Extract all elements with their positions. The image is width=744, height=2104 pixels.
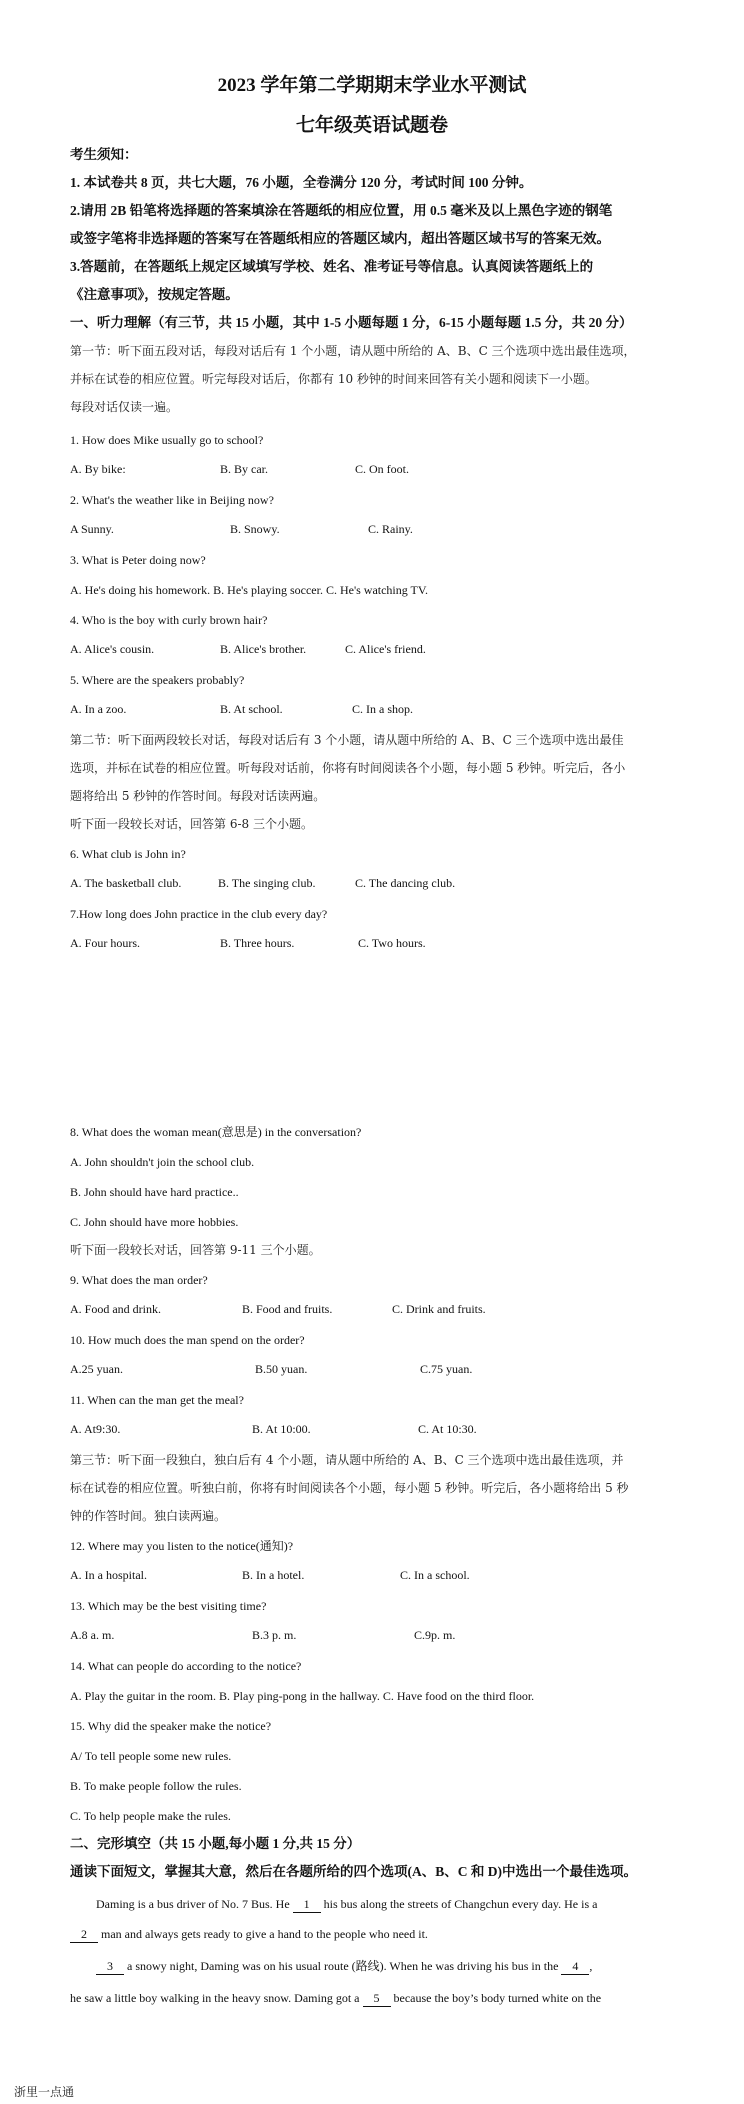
q11-option-c: C. At 10:30. (418, 1422, 477, 1436)
section3-instr-c: 钟的作答时间。独白读两遍。 (70, 1509, 227, 1523)
q8-option-c: C. John should have more hobbies. (70, 1215, 239, 1229)
q6-option-b: B. The singing club. (218, 876, 316, 890)
question-15: 15. Why did the speaker make the notice? (70, 1719, 272, 1733)
q3-options: A. He's doing his homework. B. He's playing soccer. C. He's watching TV. (70, 583, 429, 597)
q11-option-a: A. At9:30. (70, 1422, 121, 1436)
q14-options: A. Play the guitar in the room. B. Play ping-pong in the hallway. C. Have food on the third floor. (70, 1689, 535, 1703)
section3-instr-a: 第三节：听下面一段独白，独白后有 4 个小题，请从题中所给的 A、B、C 三个选项中选出最佳选项，并 (70, 1453, 624, 1467)
cloze-text: he saw a little boy walking in the heavy snow. Daming got a (70, 1991, 363, 2005)
q13-option-a: A.8 a. m. (70, 1628, 115, 1642)
cloze-blank-1[interactable]: 1 (293, 1896, 321, 1913)
q7-option-b: B. Three hours. (220, 936, 295, 950)
section2-instr-c: 题将给出 5 秒钟的作答时间。每段对话读两遍。 (70, 789, 326, 803)
cloze-text: , (589, 1959, 593, 1973)
q8-option-b: B. John should have hard practice.. (70, 1185, 239, 1199)
q15-option-b: B. To make people follow the rules. (70, 1779, 242, 1793)
question-10: 10. How much does the man spend on the order? (70, 1333, 305, 1347)
cloze-text: because the boy’s body turned white on the (390, 1991, 602, 2005)
q7-option-a: A. Four hours. (70, 936, 141, 950)
q8-option-a: A. John shouldn't join the school club. (70, 1155, 255, 1169)
q10-option-b: B.50 yuan. (255, 1362, 308, 1376)
question-12: 12. Where may you listen to the notice(通知)? (70, 1539, 294, 1553)
q1-option-b: B. By car. (220, 462, 268, 476)
q4-option-c: C. Alice's friend. (345, 642, 426, 656)
cloze-paragraph-2a (96, 1958, 690, 1975)
question-4: 4. Who is the boy with curly brown hair? (70, 613, 268, 627)
q13-option-c: C.9p. m. (414, 1628, 456, 1642)
cloze-text: a snowy night, Daming was on his usual route (路线). When he was driving his bus in the (124, 1959, 562, 1973)
q4-option-b: B. Alice's brother. (220, 642, 307, 656)
q5-option-c: C. In a shop. (352, 702, 413, 716)
question-1: 1. How does Mike usually go to school? (70, 433, 264, 447)
question-11: 11. When can the man get the meal? (70, 1393, 244, 1407)
section2-instr-b: 选项，并标在试卷的相应位置。听每段对话前，你将有时间阅读各个小题，每小题 5 秒钟。听完后，各小 (70, 761, 626, 775)
q13-option-b: B.3 p. m. (252, 1628, 297, 1642)
q6-option-c: C. The dancing club. (355, 876, 456, 890)
q10-option-c: C.75 yuan. (420, 1362, 473, 1376)
cloze-blank-5[interactable]: 5 (363, 1990, 391, 2007)
q1-option-c: C. On foot. (355, 462, 409, 476)
q5-option-a: A. In a zoo. (70, 702, 127, 716)
q9-option-a: A. Food and drink. (70, 1302, 161, 1316)
q2-option-b: B. Snowy. (230, 522, 280, 536)
notice-item-1: 1. 本试卷共 8 页，共七大题，76 小题，全卷满分 120 分，考试时间 100 分钟。 (70, 175, 533, 190)
q12-option-c: C. In a school. (400, 1568, 470, 1582)
q9-option-b: B. Food and fruits. (242, 1302, 333, 1316)
question-14: 14. What can people do according to the notice? (70, 1659, 302, 1673)
cloze-blank-3[interactable]: 3 (96, 1958, 124, 1975)
q4-option-a: A. Alice's cousin. (70, 642, 155, 656)
q1-option-a: A. By bike: (70, 462, 126, 476)
question-9: 9. What does the man order? (70, 1273, 208, 1287)
notice-heading: 考生须知： (70, 147, 138, 162)
q5-option-b: B. At school. (220, 702, 283, 716)
exam-title: 2023 学年第二学期期末学业水平测试 (217, 75, 527, 96)
q2-option-a: A Sunny. (70, 522, 114, 536)
cloze-heading: 二、完形填空（共 15 小题,每小题 1 分,共 15 分） (70, 1836, 361, 1851)
cloze-text: man and always gets ready to give a hand to the people who need it. (98, 1927, 428, 1941)
notice-item-3a: 3.答题前，在答题纸上规定区域填写学校、姓名、准考证号等信息。认真阅读答题纸上的 (70, 259, 594, 274)
cloze-paragraph-2b (70, 1990, 690, 2007)
cloze-blank-2[interactable]: 2 (70, 1926, 98, 1943)
question-7: 7.How long does John practice in the club every day? (70, 907, 328, 921)
cloze-blank-4[interactable]: 4 (561, 1958, 589, 1975)
question-6: 6. What club is John in? (70, 847, 186, 861)
notice-item-2b: 或签字笔将非选择题的答案写在答题纸相应的答题区域内，超出答题区域书写的答案无效。 (70, 231, 610, 246)
section1-instr-a: 第一节：听下面五段对话，每段对话后有 1 个小题，请从题中所给的 A、B、C 三个选项中选出最佳选项， (70, 344, 636, 358)
q15-option-a: A/ To tell people some new rules. (70, 1749, 232, 1763)
cloze-text: his bus along the streets of Changchun every day. He is a (320, 1897, 598, 1911)
question-3: 3. What is Peter doing now? (70, 553, 206, 567)
section3-instr-b: 标在试卷的相应位置。听独白前，你将有时间阅读各个小题，每小题 5 秒钟。听完后，各小题将给出 5 秒 (70, 1481, 629, 1495)
q7-option-c: C. Two hours. (358, 936, 426, 950)
section2-instr-a: 第二节：听下面两段较长对话，每段对话后有 3 个小题，请从题中所给的 A、B、C 三个选项中选出最佳 (70, 733, 624, 747)
section2-instr-e: 听下面一段较长对话，回答第 9-11 三个小题。 (70, 1243, 321, 1257)
question-5: 5. Where are the speakers probably? (70, 673, 245, 687)
q11-option-b: B. At 10:00. (252, 1422, 311, 1436)
question-8: 8. What does the woman mean(意思是) in the conversation? (70, 1125, 362, 1139)
q6-option-a: A. The basketball club. (70, 876, 182, 890)
q12-option-a: A. In a hospital. (70, 1568, 147, 1582)
cloze-paragraph-1a (96, 1896, 690, 1913)
notice-item-2a: 2.请用 2B 铅笔将选择题的答案填涂在答题纸的相应位置，用 0.5 毫米及以上黑色字迹的钢笔 (70, 203, 613, 218)
cloze-instructions: 通读下面短文，掌握其大意，然后在各题所给的四个选项(A、B、C 和 D)中选出一个最佳选项。 (70, 1864, 637, 1879)
q9-option-c: C. Drink and fruits. (392, 1302, 486, 1316)
cloze-text: Daming is a bus driver of No. 7 Bus. He (96, 1897, 293, 1911)
question-2: 2. What's the weather like in Beijing now? (70, 493, 274, 507)
cloze-paragraph-1b (70, 1926, 690, 1943)
footer-watermark: 浙里一点通 (14, 2085, 75, 2099)
exam-subtitle: 七年级英语试题卷 (295, 115, 448, 136)
q10-option-a: A.25 yuan. (70, 1362, 123, 1376)
q12-option-b: B. In a hotel. (242, 1568, 305, 1582)
q2-option-c: C. Rainy. (368, 522, 413, 536)
notice-item-3b: 《注意事项》，按规定答题。 (70, 287, 239, 302)
section2-instr-d: 听下面一段较长对话，回答第 6-8 三个小题。 (70, 817, 313, 831)
section1-instr-b: 并标在试卷的相应位置。听完每段对话后，你都有 10 秒钟的时间来回答有关小题和阅读下一小题。 (70, 372, 597, 386)
section1-instr-c: 每段对话仅读一遍。 (70, 400, 179, 414)
q15-option-c: C. To help people make the rules. (70, 1809, 231, 1823)
question-13: 13. Which may be the best visiting time? (70, 1599, 267, 1613)
listening-heading: 一、听力理解（有三节，共 15 小题，其中 1-5 小题每题 1 分，6-15 小题每题 1.5 分，共 20 分） (70, 315, 633, 330)
